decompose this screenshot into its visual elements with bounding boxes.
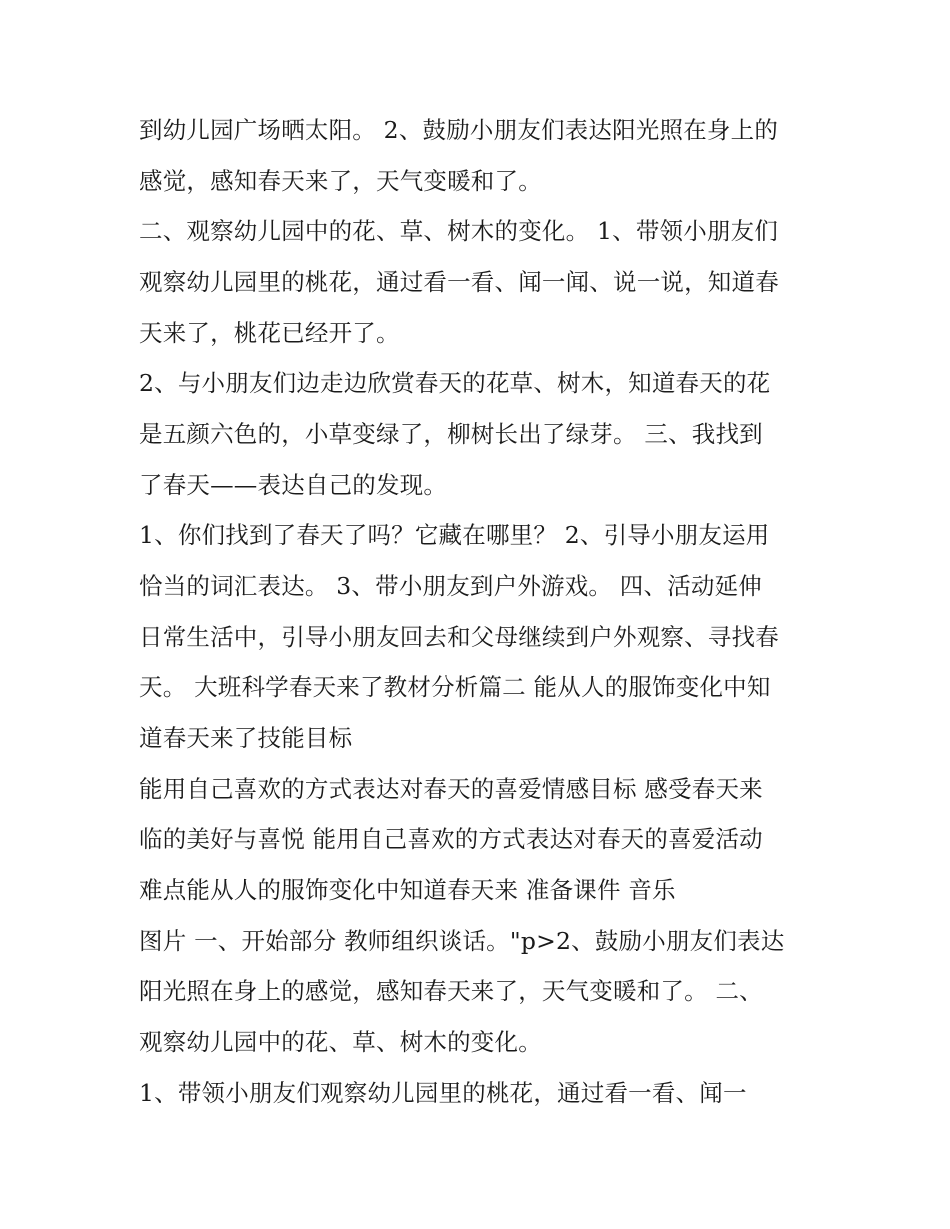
text-line: 能用自己喜欢的方式表达对春天的喜爱情感目标 感受春天来 xyxy=(139,775,763,803)
text-line: 恰当的词汇表达。 3、带小朋友到户外游戏。 四、活动延伸 xyxy=(139,572,762,600)
text-line: 日常生活中，引导小朋友回去和父母继续到户外观察、寻找春 xyxy=(139,623,779,651)
text-line: 是五颜六色的，小草变绿了，柳树长出了绿芽。 三、我找到 xyxy=(139,420,763,448)
text-line: 到幼儿园广场晒太阳。 2、鼓励小朋友们表达阳光照在身上的 xyxy=(139,116,779,144)
text-line: 2、与小朋友们边走边欣赏春天的花草、树木，知道春天的花 xyxy=(139,369,771,397)
text-line: 1、带领小朋友们观察幼儿园里的桃花，通过看一看、闻一 xyxy=(139,1079,747,1107)
text-line: 道春天来了技能目标 xyxy=(139,724,353,752)
text-line: 图片 一、开始部分 教师组织谈话。"p>2、鼓励小朋友们表达 xyxy=(139,927,785,955)
text-line: 难点能从人的服饰变化中知道春天来 准备课件 音乐 xyxy=(139,876,676,904)
text-line: 二、观察幼儿园中的花、草、树木的变化。 1、带领小朋友们 xyxy=(139,217,779,245)
text-line: 感觉，感知春天来了，天气变暖和了。 xyxy=(139,167,542,195)
text-line: 阳光照在身上的感觉，感知春天来了，天气变暖和了。 二、 xyxy=(139,977,763,1005)
text-line: 临的美好与喜悦 能用自己喜欢的方式表达对春天的喜爱活动 xyxy=(139,825,763,853)
text-line: 了春天——表达自己的发现。 xyxy=(139,471,448,499)
text-line: 天来了，桃花已经开了。 xyxy=(139,319,400,347)
text-line: 观察幼儿园中的花、草、树木的变化。 xyxy=(139,1028,542,1056)
text-line: 1、你们找到了春天了吗？它藏在哪里？ 2、引导小朋友运用 xyxy=(139,521,770,549)
text-line: 天。 大班科学春天来了教材分析篇二 能从人的服饰变化中知 xyxy=(139,673,771,701)
text-line: 观察幼儿园里的桃花，通过看一看、闻一闻、说一说，知道春 xyxy=(139,268,779,296)
